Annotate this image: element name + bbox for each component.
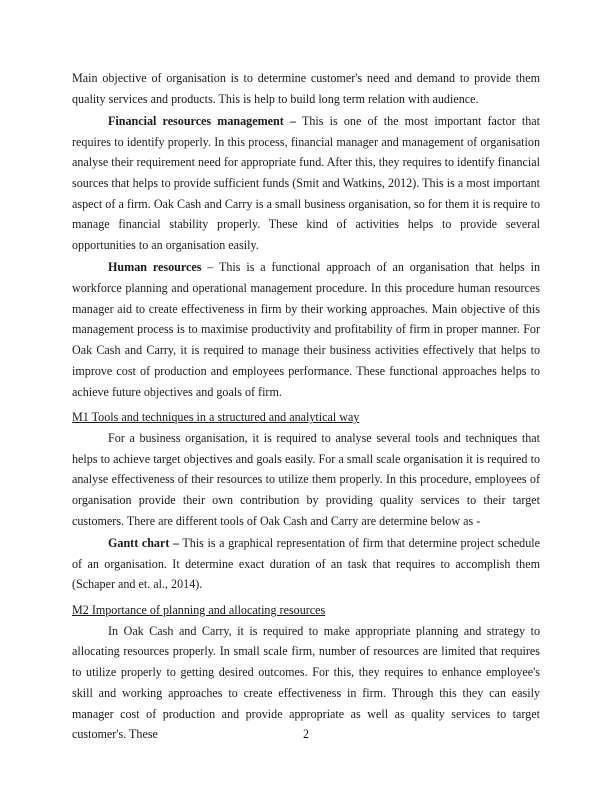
paragraph-text: This is a graphical representation of firm that determine project schedule of an organisation. It determine exact duration of an task that requires to accomplish them (Schaper and et. al., 2014).	[72, 535, 541, 592]
paragraph-tools-techniques: For a business organisation, it is required to analyse several tools and techniques that helps to achieve target objectives and goals easily. For a small scale organisation it is required to analyse effectiveness of their resources to utilize them properly. In this procedure, employees of organisation provide their own contribution by providing quality services to their target customers. There are different tools of Oak Cash and Carry are determine below as -	[72, 430, 540, 528]
document-page	[72, 68, 540, 745]
paragraph-gantt-chart	[72, 533, 540, 595]
paragraph-financial-resources	[72, 111, 540, 256]
paragraph-planning-allocating: In Oak Cash and Carry, it is required to make appropriate planning and strategy to allocating resources properly. In small scale firm, number of resources are limited that requires to utilize properly to getting desired outcomes. For this, they requires to enhance employee's skill and working approaches to create effectiveness in firm. Through this they can easily manager cost of production and provide appropriate as well as quality services to target customer's. These	[72, 623, 540, 742]
term-gantt-chart: Gantt chart –	[108, 535, 180, 550]
term-human-resources: Human resources	[108, 260, 202, 275]
heading-m2: M2 Importance of planning and allocating resources	[72, 603, 326, 618]
heading-m1: M1 Tools and techniques in a structured and analytical way	[72, 410, 360, 425]
paragraph-text: – This is a functional approach of an organisation that helps in workforce planning and operational management procedure. In this procedure human resources manager aid to create effectiveness in firm by their working approaches. Main objective of this management process is to maximise productivity and profitability of firm in proper manner. For Oak Cash and Carry, it is required to manage their business activities effectively that helps to improve cost of production and employees performance. These functional approaches helps to achieve future objectives and goals of firm.	[72, 260, 540, 399]
paragraph-text: This is one of the most important factor that requires to identify properly. In this process, financial manager and management of organisation analyse their requirement need for appropriate fund. After this, they requires to identify financial sources that helps to provide sufficient funds (Smit and Watkins, 2012). This is a most important aspect of a firm. Oak Cash and Carry is a small business organisation, so for them it is require to manage financial stability properly. These kind of activities helps to provide several opportunities to an organisation easily.	[72, 113, 541, 253]
term-financial-resources: Financial resources management –	[108, 113, 297, 128]
paragraph-human-resources	[72, 257, 540, 402]
page-number: 2	[302, 727, 310, 741]
paragraph-customer-need: Main objective of organisation is to determine customer's need and demand to provide them quality services and products. This is help to build long term relation with audience.	[72, 71, 540, 106]
